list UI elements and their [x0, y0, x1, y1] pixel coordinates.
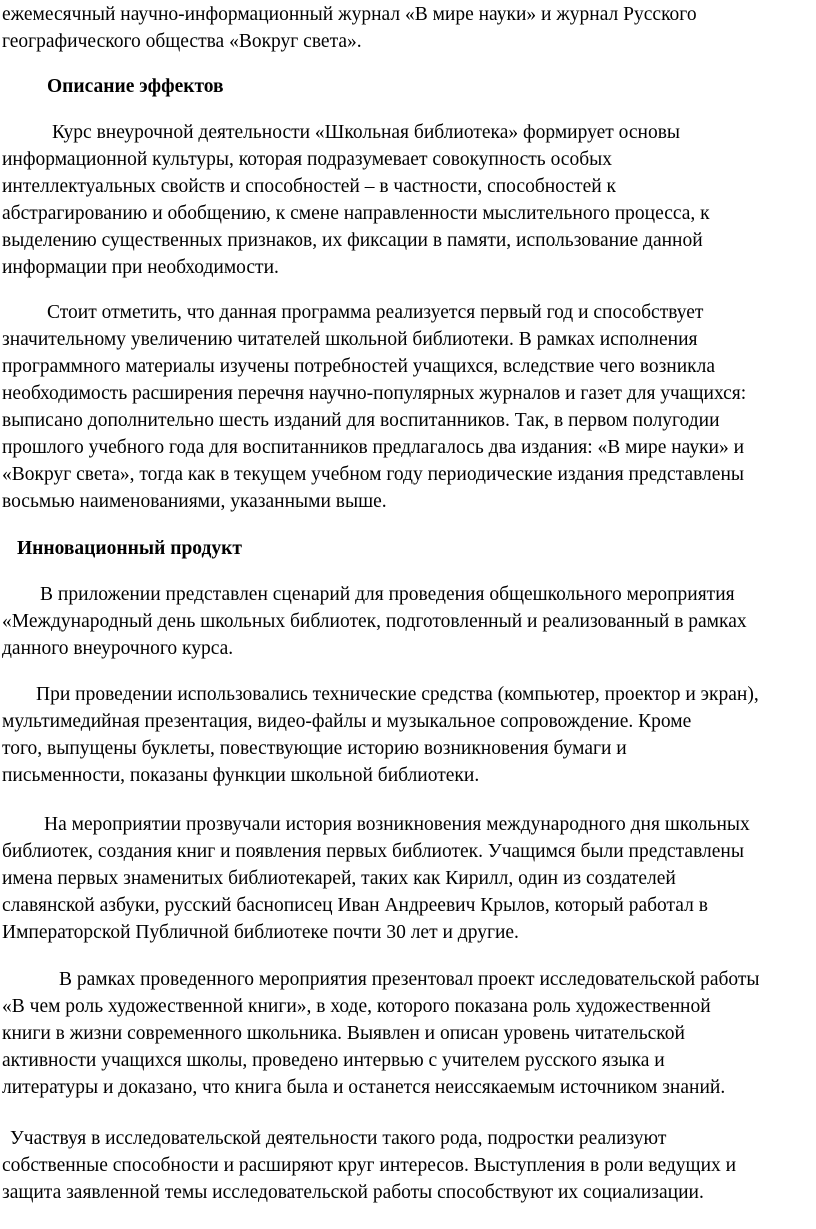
paragraph-line: данного внеурочного курса. — [2, 638, 234, 659]
paragraph-line: «В чем роль художественной книги», в ходе, которого показана роль художественной — [2, 996, 711, 1017]
paragraph-line: «Вокруг света», тогда как в текущем учебном году периодические издания представлены — [2, 464, 744, 485]
paragraph-line: Участвуя в исследовательской деятельности такого рода, подростки реализуют — [10, 1128, 667, 1149]
paragraph-line: В рамках проведенного мероприятия презентовал проект исследовательской работы — [59, 969, 760, 990]
innovation-heading: Инновационный продукт — [17, 538, 242, 559]
paragraph-line: литературы и доказано, что книга была и останется неиссякаемым источником знаний. — [2, 1077, 726, 1098]
paragraph-line: Стоит отметить, что данная программа реализуется первый год и способствует — [47, 302, 704, 323]
paragraph-line: необходимость расширения перечня научно-популярных журналов и газет для учащихся: — [2, 383, 747, 404]
intro-line: географического общества «Вокруг света». — [2, 31, 362, 52]
paragraph-line: выделению существенных признаков, их фиксации в памяти, использование данной — [2, 230, 703, 251]
paragraph-line: «Международный день школьных библиотек, подготовленный и реализованный в рамках — [2, 611, 747, 632]
paragraph-line: книги в жизни современного школьника. Выявлен и описан уровень читательской — [2, 1023, 685, 1044]
paragraph-line: имена первых знаменитых библиотекарей, таких как Кирилл, один из создателей — [2, 868, 676, 889]
paragraph-line: активности учащихся школы, проведено интервью с учителем русского языка и — [2, 1050, 665, 1071]
paragraph-line: письменности, показаны функции школьной библиотеки. — [2, 765, 480, 786]
paragraph-line: информации при необходимости. — [2, 257, 279, 278]
paragraph-line: библиотек, создания книг и появления первых библиотек. Учащимся были представлены — [2, 841, 744, 862]
paragraph-line: Курс внеурочной деятельности «Школьная библиотека» формирует основы — [52, 122, 681, 143]
paragraph-line: славянской азбуки, русский баснописец Иван Андреевич Крылов, который работал в — [2, 895, 708, 916]
paragraph-line: Императорской Публичной библиотеке почти 30 лет и другие. — [2, 922, 519, 943]
paragraph-line: значительному увеличению читателей школьной библиотеки. В рамках исполнения — [2, 329, 698, 350]
paragraph-line: собственные способности и расширяют круг интересов. Выступления в роли ведущих и — [2, 1155, 737, 1176]
paragraph-line: мультимедийная презентация, видео-файлы и музыкальное сопровождение. Кроме — [2, 711, 692, 732]
paragraph-line: того, выпущены буклеты, повествующие историю возникновения бумаги и — [2, 738, 627, 759]
intro-line: ежемесячный научно-информационный журнал «В мире науки» и журнал Русского — [2, 4, 697, 25]
paragraph-line: защита заявленной темы исследовательской работы способствуют их социализации. — [2, 1182, 704, 1203]
paragraph-line: При проведении использовались технические средства (компьютер, проектор и экран), — [36, 684, 759, 705]
paragraph-line: информационной культуры, которая подразумевает совокупность особых — [2, 149, 612, 170]
paragraph-line: восьмью наименованиями, указанными выше. — [2, 491, 387, 512]
paragraph-line: программного материалы изучены потребностей учащихся, вследствие чего возникла — [2, 356, 716, 377]
paragraph-line: прошлого учебного года для воспитанников предлагалось два издания: «В мире науки» и — [2, 437, 745, 458]
paragraph-line: На мероприятии прозвучали история возникновения международного дня школьных — [44, 814, 750, 835]
effects-heading: Описание эффектов — [47, 76, 224, 97]
paragraph-line: абстрагированию и обобщению, к смене направленности мыслительного процесса, к — [2, 203, 710, 224]
paragraph-line: интеллектуальных свойств и способностей – в частности, способностей к — [2, 176, 617, 197]
paragraph-line: В приложении представлен сценарий для проведения общешкольного мероприятия — [40, 584, 735, 605]
paragraph-line: выписано дополнительно шесть изданий для воспитанников. Так, в первом полугодии — [2, 410, 720, 431]
